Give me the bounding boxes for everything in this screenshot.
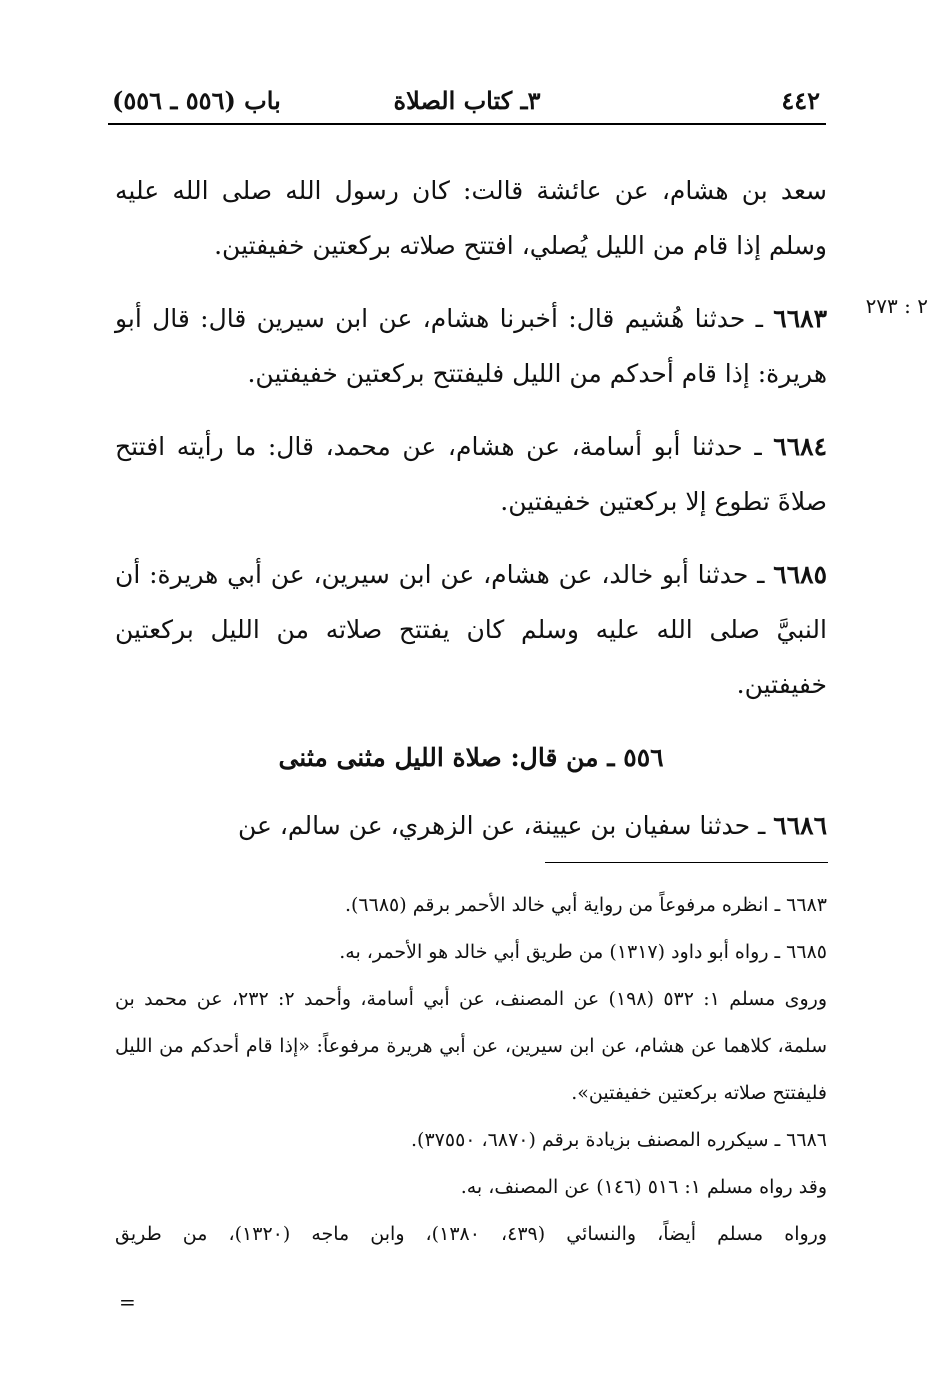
header-rule xyxy=(108,123,826,125)
chapter-range: باب (٥٥٦ ـ ٥٥٦) xyxy=(112,86,281,115)
hadith-number: ٦٦٨٥ xyxy=(773,560,827,589)
footnotes xyxy=(115,882,827,1258)
continuation-mark: = xyxy=(119,1290,136,1314)
paragraph-continuation xyxy=(115,163,827,273)
footnote-6685-continued: وروى مسلم ١: ٥٣٢ (١٩٨) عن المصنف، عن أبي أسامة، وأحمد ٢: ٢٣٢، عن محمد بن سلمة، كلاهما عن هشام، عن ابن سيرين، عن أبي هريرة مرفوعاً: «إذا قام أحدكم من الليل فليفتتح صلاته بركعتين خفيفتين». xyxy=(115,988,828,1104)
hadith-number: ٦٦٨٦ xyxy=(773,811,827,840)
hadith-text: ـ حدثنا هُشيم قال: أخبرنا هشام، عن ابن سيرين قال: قال أبو هريرة: إذا قام أحدكم من الليل فليفتتح بركعتين خفيفتين. xyxy=(115,304,827,388)
hadith-text: ـ حدثنا أبو أسامة، عن هشام، عن محمد، قال: ما رأيته افتتح صلاةَ تطوع إلا بركعتين خفيفتين. xyxy=(115,432,827,516)
hadith-text: ـ حدثنا أبو خالد، عن هشام، عن ابن سيرين، عن أبي هريرة: أن النبيَّ صلى الله عليه وسلم كان يفتتح صلاته من الليل بركعتين خفيفتين. xyxy=(115,560,827,699)
footnote-6686-continued: ورواه مسلم أيضاً، والنسائي (٤٣٩، ١٣٨٠)، وابن ماجه (١٣٢٠)، من طريق xyxy=(115,1223,828,1245)
footnote-6686: ٦٦٨٦ ـ سيكرره المصنف بزيادة برقم (٦٨٧٠، ٣٧٥٥٠). xyxy=(411,1129,827,1151)
main-text xyxy=(115,163,827,871)
hadith-number: ٦٦٨٣ xyxy=(773,304,827,333)
hadith-number: ٦٦٨٤ xyxy=(773,432,827,461)
footnote-rule xyxy=(545,862,828,863)
paragraph-text: سعد بن هشام، عن عائشة قالت: كان رسول الله صلى الله عليه وسلم إذا قام من الليل يُصلي، افتتح صلاته بركعتين خفيفتين. xyxy=(115,176,827,260)
book-title: ٣ـ كتاب الصلاة xyxy=(393,86,541,115)
footnote-6683: ٦٦٨٣ ـ انظره مرفوعاً من رواية أبي خالد الأحمر برقم (٦٦٨٥). xyxy=(344,894,827,916)
section-heading: ٥٥٦ ـ من قال: صلاة الليل مثنى مثنى xyxy=(278,743,664,772)
footnote-6686-muslim: وقد رواه مسلم ١: ٥١٦ (١٤٦) عن المصنف، به. xyxy=(460,1176,827,1198)
hadith-text: ـ حدثنا سفيان بن عيينة، عن الزهري، عن سالم، عن xyxy=(237,811,774,840)
hadith-6686 xyxy=(115,798,827,853)
page-number: ٤٤٢ xyxy=(781,86,820,115)
running-header xyxy=(108,80,826,120)
hadith-6685 xyxy=(115,547,827,712)
margin-reference: ٢ : ٢٧٣ xyxy=(865,294,928,318)
hadith-6683 xyxy=(115,291,827,401)
hadith-6684 xyxy=(115,419,827,529)
footnote-6685: ٦٦٨٥ ـ رواه أبو داود (١٣١٧) من طريق أبي خالد هو الأحمر، به. xyxy=(339,941,827,963)
